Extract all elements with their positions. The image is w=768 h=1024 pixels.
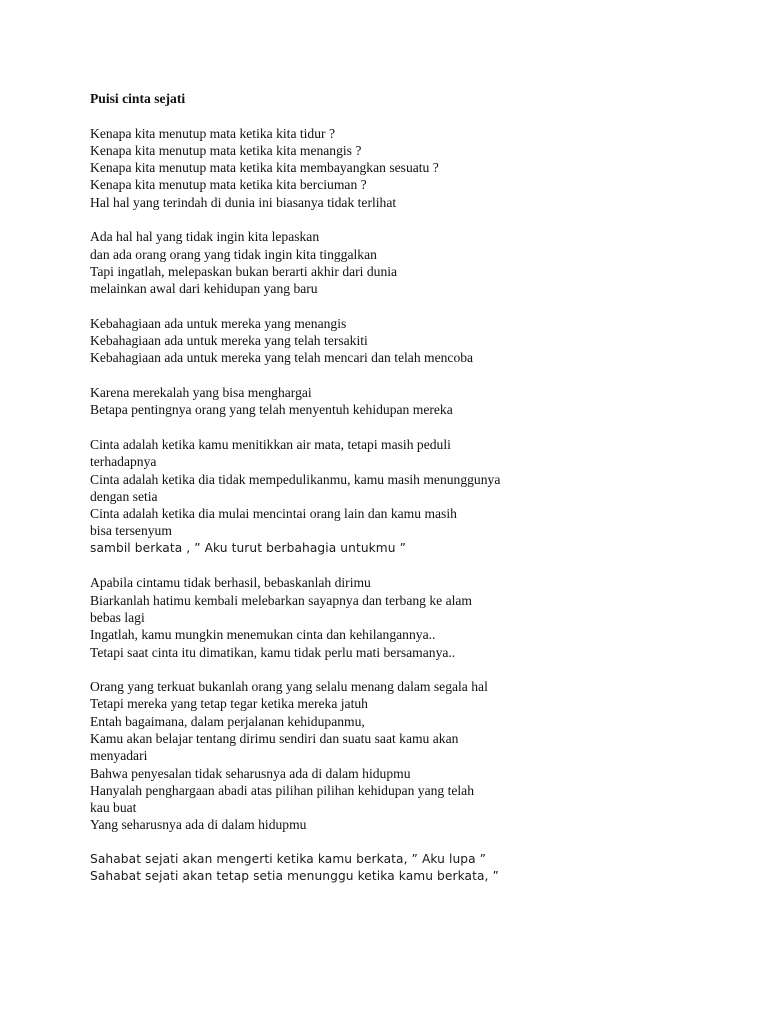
poem-line: melainkan awal dari kehidupan yang baru	[90, 281, 318, 297]
poem-line: Orang yang terkuat bukanlah orang yang selalu menang dalam segala hal	[90, 679, 488, 695]
poem-line: Sahabat sejati akan tetap setia menunggu ketika kamu berkata, ”	[90, 869, 499, 884]
stanza-3	[90, 315, 560, 367]
poem-line: Ingatlah, kamu mungkin menemukan cinta dan kehilangannya..	[90, 627, 436, 643]
poem-line: Cinta adalah ketika kamu menitikkan air mata, tetapi masih peduli	[90, 436, 451, 452]
poem-line: Cinta adalah ketika dia tidak mempedulikanmu, kamu masih menunggunya	[90, 471, 501, 487]
poem-line: Karena merekalah yang bisa menghargai	[90, 385, 312, 401]
poem-line: menyadari	[90, 748, 148, 764]
poem-line: sambil berkata , ” Aku turut berbahagia untukmu ”	[90, 540, 406, 555]
poem-line: Tetapi mereka yang tetap tegar ketika mereka jatuh	[90, 696, 368, 712]
stanza-2	[90, 228, 560, 297]
poem-line: terhadapnya	[90, 454, 157, 470]
poem-line: Hanyalah penghargaan abadi atas pilihan pilihan kehidupan yang telah	[90, 782, 475, 798]
poem-title: Puisi cinta sejati	[90, 91, 186, 106]
stanza-6	[90, 574, 560, 660]
poem-line: Ada hal hal yang tidak ingin kita lepaskan	[90, 229, 320, 245]
poem-line: Sahabat sejati akan mengerti ketika kamu berkata, ” Aku lupa ”	[90, 852, 487, 867]
poem-line: Kebahagiaan ada untuk mereka yang telah tersakiti	[90, 333, 368, 349]
poem-body	[90, 90, 560, 903]
poem-line: Apabila cintamu tidak berhasil, bebaskanlah dirimu	[90, 575, 371, 591]
stanza-8	[90, 851, 560, 886]
poem-line: Bahwa penyesalan tidak seharusnya ada di dalam hidupmu	[90, 765, 411, 781]
poem-line: Kenapa kita menutup mata ketika kita berciuman ?	[90, 177, 367, 193]
poem-line: Tetapi saat cinta itu dimatikan, kamu tidak perlu mati bersamanya..	[90, 644, 456, 660]
poem-line: Tapi ingatlah, melepaskan bukan berarti akhir dari dunia	[90, 263, 398, 279]
poem-line: dan ada orang orang yang tidak ingin kita tinggalkan	[90, 246, 377, 262]
poem-line: Entah bagaimana, dalam perjalanan kehidupanmu,	[90, 713, 365, 729]
poem-line: Biarkanlah hatimu kembali melebarkan sayapnya dan terbang ke alam	[90, 592, 472, 608]
poem-line: Kebahagiaan ada untuk mereka yang menangis	[90, 315, 347, 331]
poem-line: Kebahagiaan ada untuk mereka yang telah mencari dan telah mencoba	[90, 350, 474, 366]
stanza-7	[90, 678, 560, 834]
poem-line: bebas lagi	[90, 609, 145, 625]
poem-line: Betapa pentingnya orang yang telah menyentuh kehidupan mereka	[90, 402, 453, 418]
stanza-4	[90, 384, 560, 419]
poem-line: Kenapa kita menutup mata ketika kita tidur ?	[90, 125, 335, 141]
poem-line: bisa tersenyum	[90, 523, 172, 539]
stanza-1	[90, 125, 560, 211]
poem-line: Yang seharusnya ada di dalam hidupmu	[90, 817, 307, 833]
poem-line: Hal hal yang terindah di dunia ini biasanya tidak terlihat	[90, 194, 397, 210]
stanza-5	[90, 436, 560, 557]
poem-line: Kenapa kita menutup mata ketika kita menangis ?	[90, 142, 362, 158]
poem-line: Kamu akan belajar tentang dirimu sendiri dan suatu saat kamu akan	[90, 730, 459, 746]
poem-line: dengan setia	[90, 488, 158, 504]
poem-line: Cinta adalah ketika dia mulai mencintai orang lain dan kamu masih	[90, 506, 457, 522]
poem-line: kau buat	[90, 800, 137, 816]
poem-line: Kenapa kita menutup mata ketika kita membayangkan sesuatu ?	[90, 160, 439, 176]
